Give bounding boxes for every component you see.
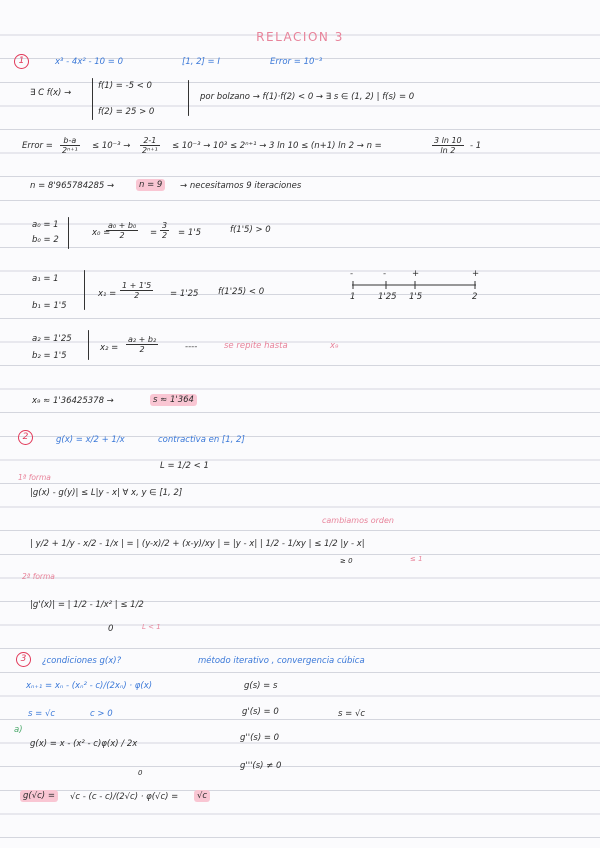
- s3-g-prime-s: g'(s) = 0: [242, 707, 279, 717]
- s1-x0-equals: =: [150, 228, 158, 238]
- s1-error-label: Error =: [22, 141, 53, 151]
- s3-final-eval: √c - (c - c)/(2√c) · φ(√c) =: [70, 792, 179, 802]
- s1-frac1-num: b-a: [60, 136, 80, 146]
- section-2-number: 2: [18, 430, 33, 445]
- s1-b2: b₂ = 1'5: [32, 351, 67, 361]
- s1-x0-frac2-den: 2: [162, 231, 168, 240]
- s3-final-highlight: [194, 792, 210, 801]
- s2-l-lt-one: L < 1: [142, 623, 161, 631]
- s1-x2-frac-num: a₂ + b₂: [128, 335, 157, 344]
- s1-interval: [1, 2] = I: [182, 57, 220, 67]
- s1-a0: a₀ = 1: [32, 220, 59, 230]
- nl-tick-1: 1: [350, 292, 356, 302]
- s3-final-highlight-text: √c: [194, 790, 210, 802]
- section-1-number: 1: [14, 54, 29, 69]
- nl-sign-1: -: [350, 269, 354, 279]
- nl-tick-2: 1'25: [378, 292, 397, 302]
- s2-g-definition: g(x) = x/2 + 1/x: [56, 435, 125, 445]
- s2-zero: 0: [108, 624, 114, 634]
- s1-le1: ≤ 10⁻³ →: [92, 141, 131, 151]
- s1-n-value: n = 8'965784285 →: [30, 181, 115, 191]
- s3-g-sqrt-c-text: g(√c) =: [20, 790, 58, 802]
- s1-frac3-den: ln 2: [440, 146, 456, 155]
- s3-s-equals: s = √c: [338, 709, 366, 719]
- s1-x9-value: x₉ ≈ 1'36425378 →: [32, 396, 114, 406]
- s1-x0-frac-num: a₀ + b₀: [108, 221, 137, 230]
- nl-sign-4: +: [472, 269, 480, 279]
- s1-le2: ≤ 10⁻³ → 10³ ≤ 2ⁿ⁺¹ → 3 ln 10 ≤ (n+1) ln 2 → n =: [172, 141, 382, 151]
- s1-dots: ----: [185, 342, 198, 352]
- s1-a2: a₂ = 1'25: [32, 334, 72, 344]
- s1-f1: f(1) = -5 < 0: [98, 81, 152, 91]
- s1-iterations: → necesitamos 9 iteraciones: [180, 181, 302, 191]
- s2-lipschitz-constant: L = 1/2 < 1: [160, 461, 209, 471]
- s3-zero-annotation: 0: [138, 769, 143, 777]
- s1-x9-label: x₉: [330, 341, 339, 351]
- s2-derivative: |g'(x)| = | 1/2 - 1/x² | ≤ 1/2: [30, 600, 144, 610]
- section-3-number: 3: [16, 652, 31, 667]
- nl-tick-3: 1'5: [409, 292, 423, 302]
- s1-x1-frac-num: 1 + 1'5: [122, 281, 152, 290]
- s2-contractive: contractiva en [1, 2]: [158, 435, 245, 445]
- s3-g-x: g(x) = x - (x² - c)φ(x) / 2x: [30, 739, 138, 749]
- s3-s-sqrt-c: s = √c: [28, 709, 56, 719]
- s3-g-double-prime: g''(s) = 0: [240, 733, 280, 743]
- s1-x1-value: = 1'25: [170, 289, 199, 299]
- s3-g-triple-prime: g'''(s) ≠ 0: [240, 761, 282, 771]
- s1-minus1: - 1: [470, 141, 482, 151]
- s1-x0-frac-den: 2: [119, 231, 125, 240]
- s1-s-highlight-text: s ≈ 1'364: [150, 394, 197, 406]
- s1-b0: b₀ = 2: [32, 235, 59, 245]
- s1-x0-frac2-num: 3: [162, 221, 168, 230]
- s2-ge-zero: ≥ 0: [340, 557, 353, 565]
- s1-b1: b₁ = 1'5: [32, 301, 67, 311]
- s1-frac1-den: 2ⁿ⁺¹: [62, 146, 78, 155]
- s1-x0-value: = 1'5: [178, 228, 201, 238]
- s1-x0-label: x₀ =: [92, 228, 111, 238]
- s1-x1-label: x₁ =: [98, 289, 117, 299]
- s1-frac3-num: 3 ln 10: [434, 136, 462, 145]
- s1-frac2-num: 2-1: [140, 136, 160, 146]
- s3-g-sqrt-c-label: [20, 792, 58, 801]
- s2-change-order: cambiamos orden: [322, 516, 394, 525]
- s2-long-derivation: | y/2 + 1/y - x/2 - 1/x | = | (y-x)/2 + (x-y)/xy | = |y - x| | 1/2 - 1/xy | ≤ 1/2 |y - x|: [30, 539, 365, 549]
- nl-sign-2: -: [383, 269, 387, 279]
- s1-continuous: ∃ C f(x) →: [30, 88, 72, 98]
- s1-repeats-until: se repite hasta: [224, 341, 288, 351]
- s2-second-form: 2ª forma: [22, 572, 55, 581]
- nl-sign-3: +: [412, 269, 420, 279]
- s1-f-125: f(1'25) < 0: [218, 287, 265, 297]
- s1-error: Error = 10⁻³: [270, 57, 323, 67]
- s3-c-positive: c > 0: [90, 709, 113, 719]
- s1-f-15: f(1'5) > 0: [230, 225, 271, 235]
- s3-g-s: g(s) = s: [244, 681, 278, 691]
- s3-method: método iterativo , convergencia cúbica: [198, 656, 365, 666]
- s2-lipschitz: |g(x) - g(y)| ≤ L|y - x| ∀ x, y ∈ [1, 2]: [30, 488, 183, 498]
- s2-first-form: 1ª forma: [18, 473, 51, 482]
- s1-bolzano: por bolzano → f(1)·f(2) < 0 → ∃ s ∈ (1, 2) | f(s) = 0: [200, 92, 415, 102]
- s1-x2-frac-den: 2: [139, 345, 145, 354]
- s1-x2-label: x₂ =: [100, 343, 119, 353]
- s3-part-a: a): [14, 725, 23, 735]
- s1-x1-frac-den: 2: [134, 291, 140, 300]
- s1-n-highlight-text: n = 9: [136, 179, 165, 191]
- s1-f2: f(2) = 25 > 0: [98, 107, 155, 117]
- s1-a1: a₁ = 1: [32, 274, 59, 284]
- s2-le-one: ≤ 1: [410, 555, 423, 563]
- nl-tick-4: 2: [472, 292, 478, 302]
- s3-iteration-formula: xₙ₊₁ = xₙ - (xₙ² - c)/(2xₙ) · φ(x): [26, 681, 153, 691]
- s1-equation: x³ - 4x² - 10 = 0: [55, 57, 123, 67]
- s1-brace-5: [88, 330, 89, 360]
- s1-s-highlight: [150, 396, 197, 405]
- page-title: RELACION 3: [256, 30, 344, 44]
- s1-frac2-den: 2ⁿ⁺¹: [142, 146, 158, 155]
- s1-x2-fraction: [126, 335, 158, 354]
- s3-question: ¿condiciones g(x)?: [42, 656, 122, 666]
